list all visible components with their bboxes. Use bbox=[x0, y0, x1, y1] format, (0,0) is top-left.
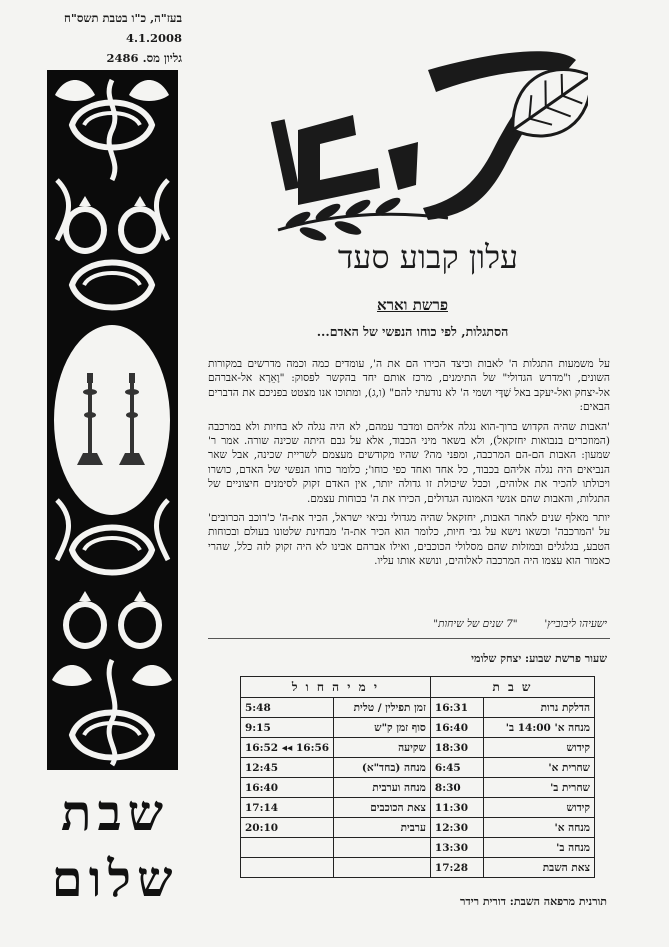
table-row bbox=[241, 778, 595, 798]
shabbat-time-cell: 8:30 bbox=[430, 778, 483, 798]
article-paragraph: על משמעות התגלות ה' לאבות וכיצד הכירו הם את ה', עומדים כמה וכמה מדרשים במקורות השונים, ו"מדרש הגדולי" של התימנים, מרכז אותם יחד בהקשר לפסוק: "וָאֵרָא אל-אברהם אל-יצחק ואל-יעקב באל שַׁדָּי ושמי ה' לא נודעתי להם" (ו,ג), ומתוכו אנו מצטט בפניכם את הדברים הבאים: bbox=[208, 358, 610, 414]
weekday-label-cell bbox=[334, 838, 431, 858]
weekday-label-cell: זמן תפילין / טלית bbox=[334, 698, 431, 718]
table-row bbox=[241, 818, 595, 838]
greeting-word-shabbat: שבת bbox=[61, 783, 169, 842]
shabbat-label-cell: שחרית ב' bbox=[483, 778, 594, 798]
weekday-time-cell: 17:14 bbox=[241, 798, 334, 818]
article-paragraph: יותר מאלף שנים לאחר האבות, יחזקאל שהיה מגדולי נביאי ישראל, הכיר את-ה' כ'רוכב הכרובים' על 'המרכבה' וכשאו נישא על גבי חיות, כלומר הוא הכיר את-ה' מבחינת שלטונו בעולם ובכוחות הטבע, בגלגלים ובמזלות שהם מסלולי הכוכבים, ואילו אברהם אבינו לא היה זקוק לזה כלל, שהרי כאמור הוא עצמו היה המרכבה לאלוהים, ונושא אותו עליו. bbox=[208, 512, 610, 568]
weekly-shiur-line: שעור פרשת שבוע: יצחק שלומי bbox=[471, 652, 607, 665]
weekday-time-cell: 12:45 bbox=[241, 758, 334, 778]
shabbat-shalom-greeting bbox=[40, 780, 190, 912]
weekday-time-cell: 16:40 bbox=[241, 778, 334, 798]
weekday-label-cell: שקיעה bbox=[334, 738, 431, 758]
table-row bbox=[241, 758, 595, 778]
table-row bbox=[241, 798, 595, 818]
logo-subtitle: עלון קבוע סעד bbox=[337, 238, 519, 276]
shabbat-time-cell: 18:30 bbox=[430, 738, 483, 758]
weekday-time-cell: 16:52 ◂◂ 16:56 bbox=[241, 738, 334, 758]
prayer-times-table bbox=[240, 676, 595, 878]
table-row bbox=[241, 738, 595, 758]
shabbat-label-cell: מנחה א' 14:00 ב' bbox=[483, 718, 594, 738]
weekday-time-cell: 20:10 bbox=[241, 818, 334, 838]
section-divider bbox=[208, 638, 610, 639]
issue-number: גליון מס. 2486 bbox=[106, 51, 182, 65]
leaf-logo-graphic bbox=[258, 40, 588, 280]
weekday-time-cell: 9:15 bbox=[241, 718, 334, 738]
article-signature bbox=[215, 618, 607, 630]
gregorian-date: 4.1.2008 bbox=[125, 31, 182, 45]
table-row bbox=[241, 698, 595, 718]
weekday-label-cell: מנחה וערבית bbox=[334, 778, 431, 798]
weekday-column-header: י מ י ה ח ו ל bbox=[241, 677, 431, 698]
shabbat-time-cell: 11:30 bbox=[430, 798, 483, 818]
shabbat-label-cell: מנחה א' bbox=[483, 818, 594, 838]
shabbat-time-cell: 17:28 bbox=[430, 858, 483, 878]
shabbat-label-cell: קידוש bbox=[483, 798, 594, 818]
logo-title: עלים bbox=[258, 40, 260, 41]
weekday-label-cell: סוף זמן ק"ש bbox=[334, 718, 431, 738]
shabbat-column-header: ש ב ת bbox=[430, 677, 594, 698]
article-paragraph: 'האבות שהיה הקדוש ברוך-הוא נגלה אליהם ומדבר עמהם, לא היה נגלה לא בחיות ולא במרכבה (המוזכרים בנבואות יחזקאל), ולא בשאר מיני הכבוד, אלא על גבם היתה שכינה שורה. אמר ר' שמעון: האבות הם-הם המרכבה, ומפני מה? שהיו מקודשים מעצמם לשריית שכינה, אבל שאר הנביאים היה נגלה אליהם בכבוד, כל אחד ואחד כפי כוחו'; כלומר כוחו הנפשי של האדם, כושרו ויכולתו להכיר את אלוהים, וככל שיכולת זו גדולה יותר, אין האדם זקוק לסימנים חיצוניים של התגלות, והאבות שהם אנשי האמונה הגדולים, הכירו את ה' בכוחות עצמם. bbox=[208, 420, 610, 505]
date-block bbox=[64, 8, 182, 68]
weekday-label-cell: צאת הכוכבים bbox=[334, 798, 431, 818]
shabbat-time-cell: 13:30 bbox=[430, 838, 483, 858]
greeting-word-shalom: שלום bbox=[51, 849, 179, 908]
weekday-label-cell: ערבית bbox=[334, 818, 431, 838]
weekday-time-cell bbox=[241, 838, 334, 858]
shabbat-time-cell: 12:30 bbox=[430, 818, 483, 838]
table-row bbox=[241, 838, 595, 858]
table-row bbox=[241, 718, 595, 738]
weekday-label-cell bbox=[334, 858, 431, 878]
table-row bbox=[241, 858, 595, 878]
article-body bbox=[208, 357, 610, 574]
shabbat-time-cell: 16:40 bbox=[430, 718, 483, 738]
shabbat-label-cell: הדלקת נרות bbox=[483, 698, 594, 718]
hebrew-date: בעז"ה, כ"ו בטבת תשס"ח bbox=[64, 11, 182, 25]
shabbat-label-cell: צאת השבת bbox=[483, 858, 594, 878]
weekday-label-cell: מנחה (בחד"א) bbox=[334, 758, 431, 778]
weekday-time-cell: 5:48 bbox=[241, 698, 334, 718]
shabbat-label-cell: מנחה ב' bbox=[483, 838, 594, 858]
parasha-title: פרשת וארא bbox=[377, 296, 448, 314]
shabbat-label-cell: שחרית א' bbox=[483, 758, 594, 778]
ornamental-column bbox=[47, 70, 178, 770]
shabbat-time-cell: 16:31 bbox=[430, 698, 483, 718]
signature-author: ישעיהו ליבוביץ' bbox=[544, 618, 607, 630]
shabbat-label-cell: קידוש bbox=[483, 738, 594, 758]
signature-source: "7 שנים של שיחות" bbox=[433, 618, 518, 630]
newsletter-logo bbox=[258, 40, 588, 280]
weekday-time-cell bbox=[241, 858, 334, 878]
ornament-graphic bbox=[47, 70, 178, 770]
nurse-on-duty-line: תורנית מרפאה השבת: דורית רידר bbox=[460, 895, 607, 908]
shabbat-time-cell: 6:45 bbox=[430, 758, 483, 778]
article-subtitle: הסתגלות, לפי כוחו הנפשי של האדם... bbox=[316, 324, 509, 339]
